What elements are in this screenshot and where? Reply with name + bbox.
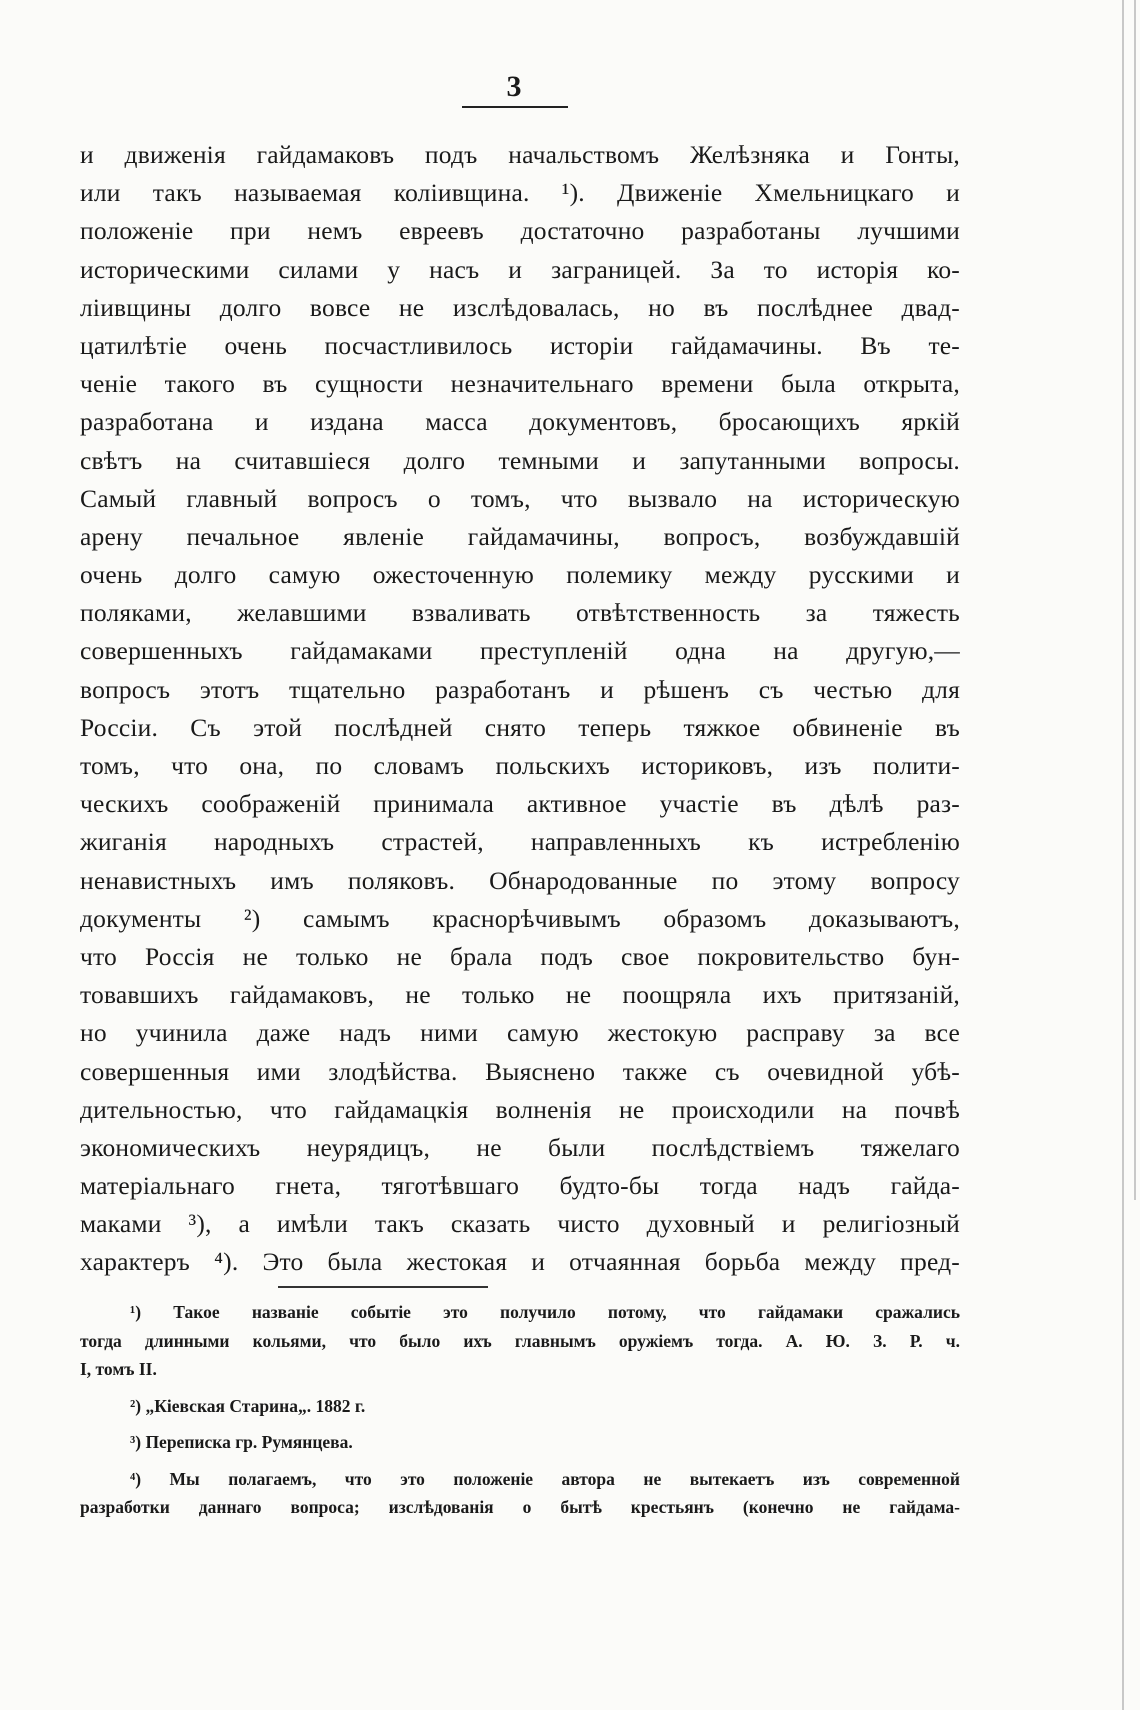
footnote-line: ¹) Такое названіе событіе это получило потому, что гайдамаки сражались: [130, 1302, 960, 1322]
page-number: 3: [506, 70, 522, 103]
text-line: или такъ называемая коліивщина. ¹). Движеніе Хмельницкаго и: [80, 178, 960, 208]
text-line: дительностью, что гайдамацкія волненія не происходили на почвѣ: [80, 1094, 960, 1124]
footnotes: [80, 1298, 960, 1522]
text-line: но учинила даже надъ ними самую жестокую расправу за все: [80, 1018, 960, 1048]
text-line: очень долго самую ожесточенную полемику между русскими и: [80, 560, 960, 590]
text-line: что Россія не только не брала подъ свое покровительство бун-: [80, 941, 960, 971]
text-line: ческихъ соображеній принимала активное участіе въ дѣлѣ раз-: [80, 789, 960, 819]
scan-edge-mark: [1134, 0, 1136, 1200]
text-line: вопросъ этотъ тщательно разработанъ и рѣшенъ съ честью для: [80, 674, 960, 704]
text-line: товавшихъ гайдамаковъ, не только не поощряла ихъ притязаній,: [80, 980, 960, 1010]
text-line: поляками, желавшими взваливать отвѣтственность за тяжесть: [80, 598, 960, 628]
text-line: положеніе при немъ евреевъ достаточно разработаны лучшими: [80, 216, 960, 246]
text-line: ченіе такого въ сущности незначительнаго времени была открыта,: [80, 369, 960, 399]
body-text: [80, 136, 960, 1282]
text-line: совершенныя ими злодѣйства. Выяснено также съ очевидной убѣ-: [80, 1056, 960, 1086]
text-line: совершенныхъ гайдамаками преступленій одна на другую,—: [80, 636, 960, 666]
scan-edge-mark: [1122, 0, 1124, 1710]
text-line: экономическихъ неурядицъ, не были послѣдствіемъ тяжелаго: [80, 1132, 960, 1162]
text-line: и движенія гайдамаковъ подъ начальствомъ Желѣзняка и Гонты,: [80, 140, 960, 169]
footnote-line: ³) Переписка гр. Румянцева.: [130, 1432, 353, 1452]
text-line: жиганія народныхъ страстей, направленныхъ къ истребленію: [80, 827, 960, 857]
text-line: цатилѣтіе очень посчастливилось исторіи гайдамачины. Въ те-: [80, 330, 960, 360]
page-number-rule: [462, 106, 568, 108]
footnote-separator: [278, 1286, 488, 1288]
text-line: арену печальное явленіе гайдамачины, вопросъ, возбуждавшій: [80, 521, 960, 551]
footnote-line: тогда длинными кольями, что было ихъ главнымъ оружіемъ тогда. А. Ю. З. Р. ч.: [80, 1330, 960, 1351]
footnote-line: разработки даннаго вопроса; изслѣдованія о бытѣ крестьянъ (конечно не гайдама-: [80, 1497, 960, 1517]
text-line: разработана и издана масса документовъ, бросающихъ яркій: [80, 407, 960, 437]
text-line: историческими силами у насъ и заграницей. За то исторія ко-: [80, 254, 960, 284]
text-line: Самый главный вопросъ о томъ, что вызвало на историческую: [80, 483, 960, 513]
text-line: маками ³), а имѣли такъ сказать чисто духовный и религіозный: [80, 1209, 960, 1239]
footnote-line: ⁴) Мы полагаемъ, что это положеніе автора не вытекаетъ изъ современной: [130, 1468, 960, 1489]
text-line: характеръ ⁴). Это была жестокая и отчаянная борьба между пред-: [80, 1247, 960, 1277]
text-line: Россіи. Съ этой послѣдней снято теперь тяжкое обвиненіе въ: [80, 712, 960, 742]
text-line: документы ²) самымъ краснорѣчивымъ образомъ доказываютъ,: [80, 903, 960, 933]
text-line: свѣтъ на считавшіеся долго темными и запутанными вопросы.: [80, 445, 960, 475]
text-line: ліивщины долго вовсе не изслѣдовалась, но въ послѣднее двад-: [80, 292, 960, 322]
footnote-line: I, томъ II.: [80, 1359, 157, 1379]
text-line: матеріальнаго гнета, тяготѣвшаго будто-бы тогда надъ гайда-: [80, 1171, 960, 1201]
text-line: ненавистныхъ имъ поляковъ. Обнародованные по этому вопросу: [80, 865, 960, 895]
text-line: томъ, что она, по словамъ польскихъ историковъ, изъ полити-: [80, 751, 960, 780]
footnote-line: ²) „Кіевская Старина„. 1882 г.: [130, 1395, 366, 1416]
